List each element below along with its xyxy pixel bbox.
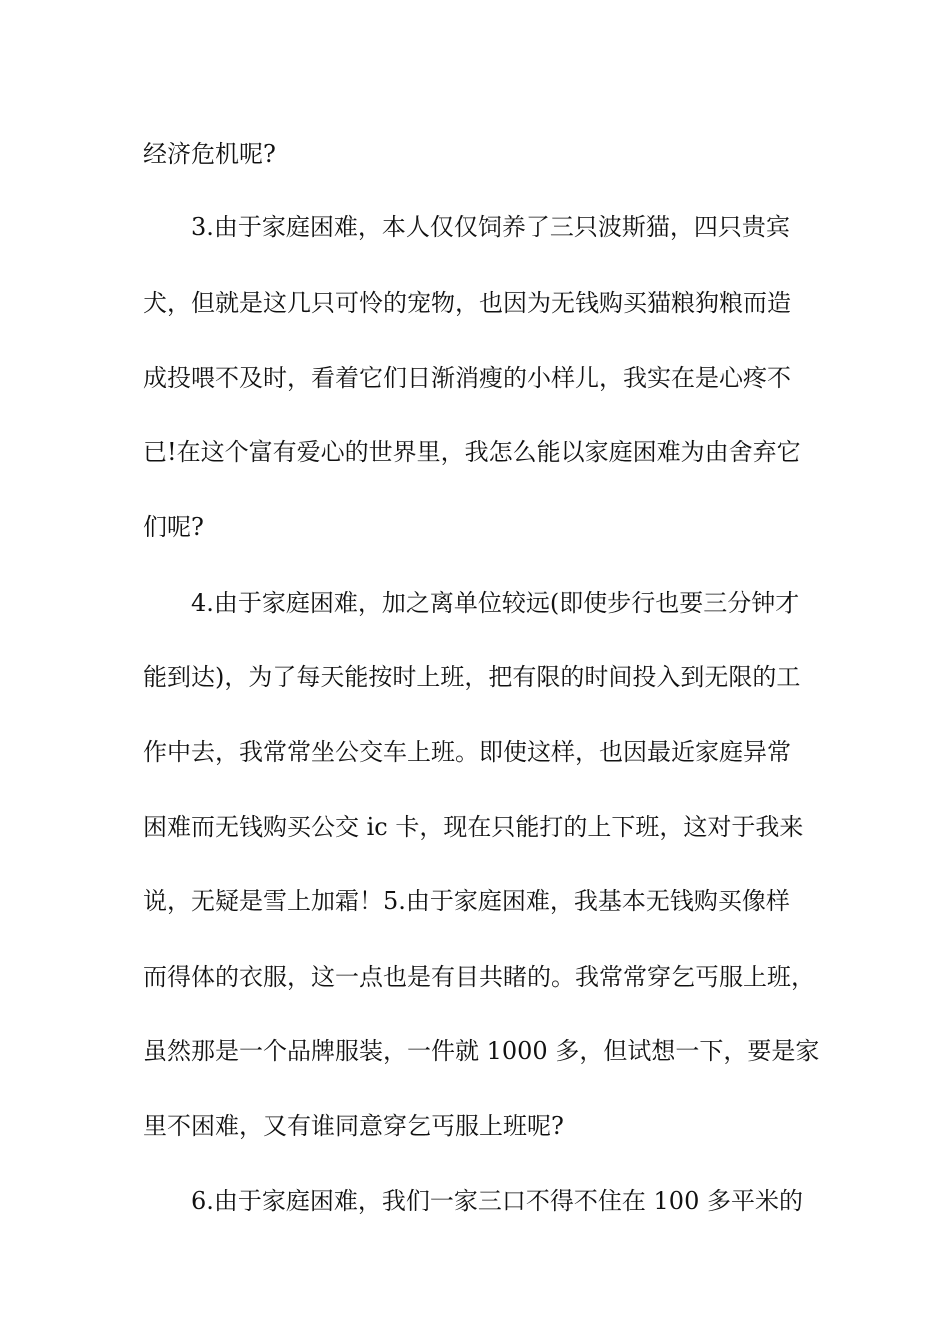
text-line: 困难而无钱购买公交 ic 卡，现在只能打的上下班，这对于我来 xyxy=(143,813,804,841)
text-line: 4.由于家庭困难，加之离单位较远(即使步行也要三分钟才 xyxy=(191,589,800,617)
text-line: 作中去，我常常坐公交车上班。即使这样，也因最近家庭异常 xyxy=(143,738,791,766)
text-line: 而得体的衣服，这一点也是有目共睹的。我常常穿乞丐服上班， xyxy=(143,963,815,991)
text-line: 已!在这个富有爱心的世界里，我怎么能以家庭困难为由舍弃它 xyxy=(143,438,801,466)
text-line: 经济危机呢? xyxy=(143,140,276,168)
text-line: 能到达)，为了每天能按时上班，把有限的时间投入到无限的工 xyxy=(143,663,801,691)
text-line: 虽然那是一个品牌服装，一件就 1000 多，但试想一下，要是家 xyxy=(143,1037,820,1065)
text-line: 里不困难，又有谁同意穿乞丐服上班呢? xyxy=(143,1112,564,1140)
text-line: 3.由于家庭困难，本人仅仅饲养了三只波斯猫，四只贵宾 xyxy=(191,213,790,241)
text-line: 6.由于家庭困难，我们一家三口不得不住在 100 多平米的 xyxy=(191,1187,803,1215)
text-line: 成投喂不及时，看着它们日渐消瘦的小样儿，我实在是心疼不 xyxy=(143,364,791,392)
text-line: 犬，但就是这几只可怜的宠物，也因为无钱购买猫粮狗粮而造 xyxy=(143,289,791,317)
text-line: 们呢? xyxy=(143,513,204,541)
text-line: 说，无疑是雪上加霜！5.由于家庭困难，我基本无钱购买像样 xyxy=(143,887,790,915)
